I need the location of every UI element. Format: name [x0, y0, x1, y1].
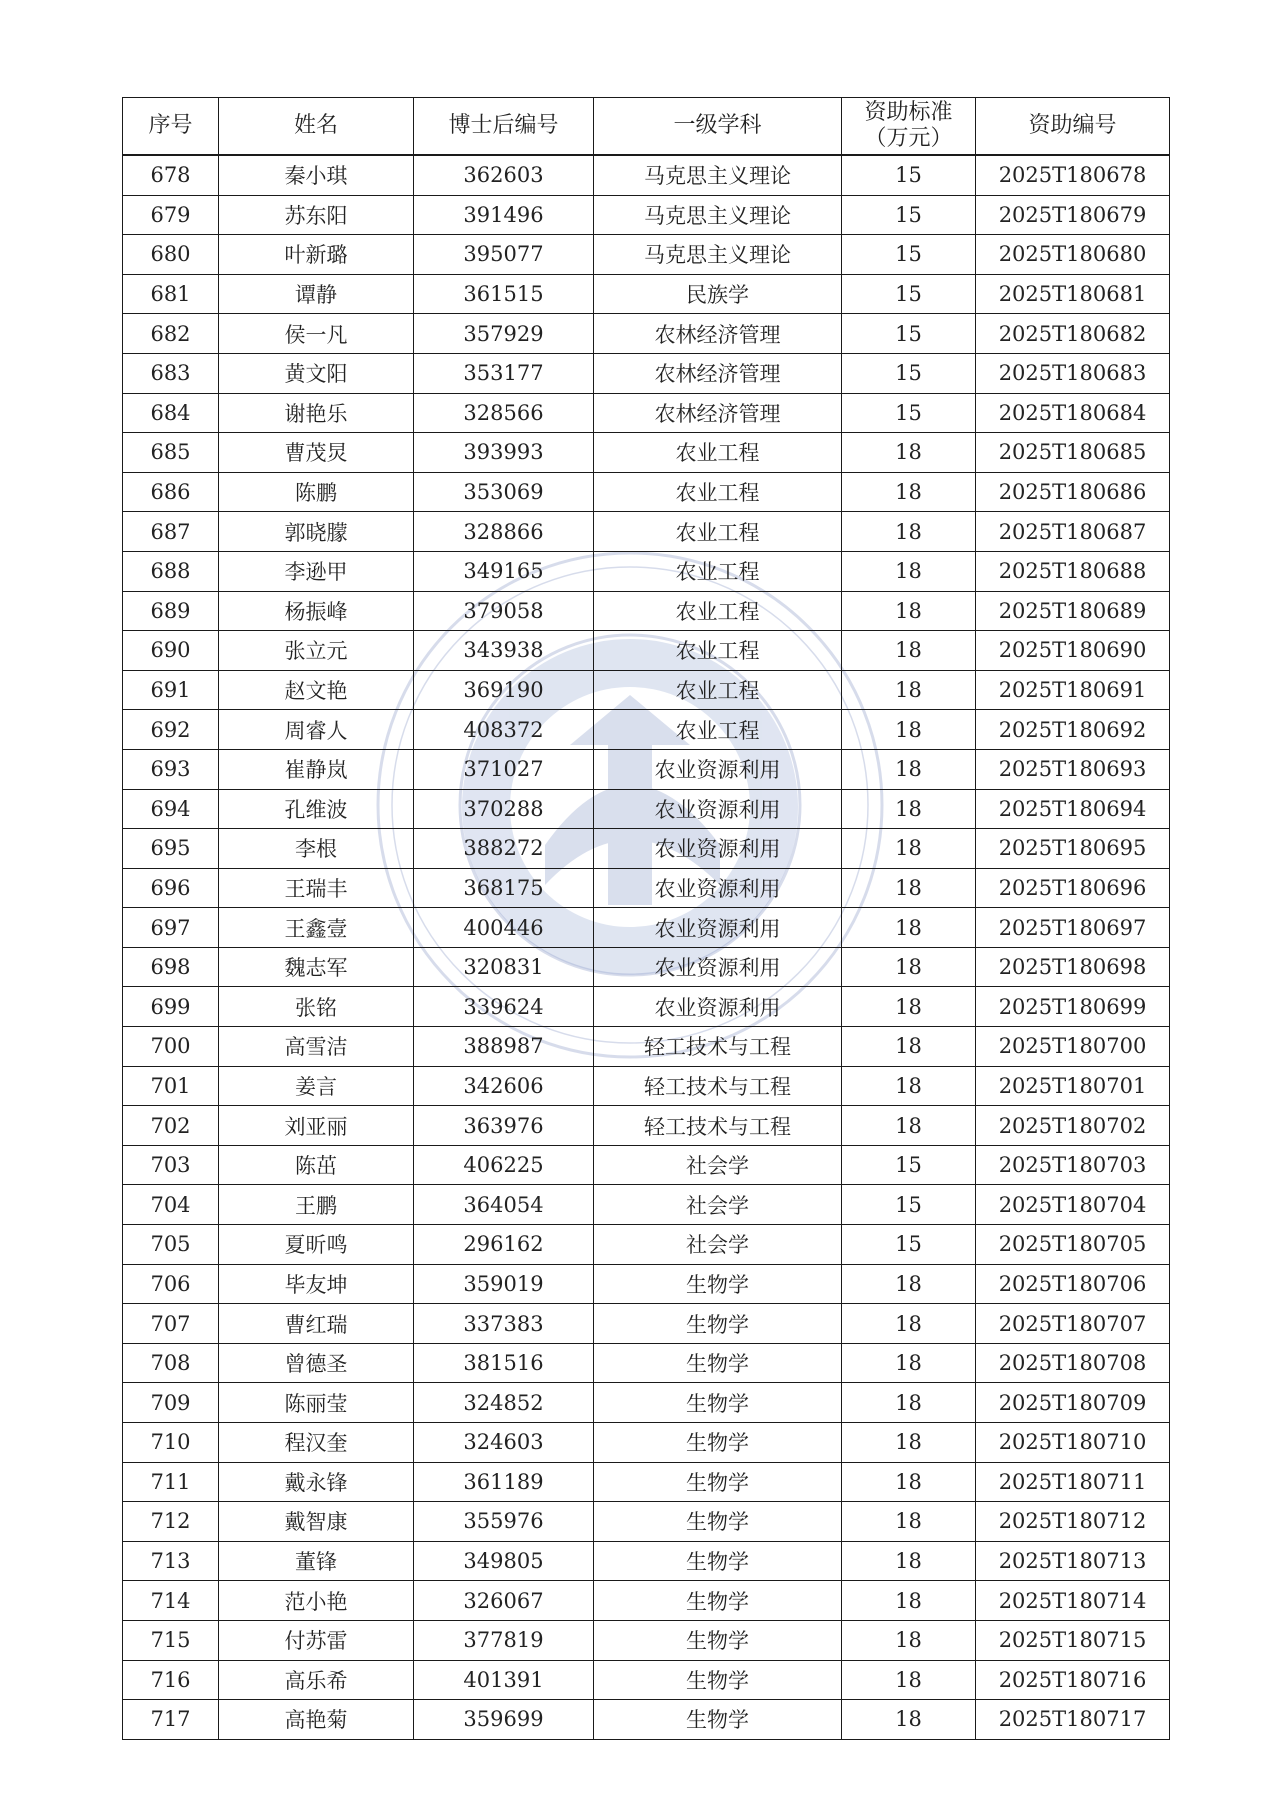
cell-grant-id: 2025T180683 — [976, 353, 1170, 393]
cell-amount: 18 — [842, 749, 976, 789]
cell-name: 叶新璐 — [219, 235, 414, 275]
cell-amount: 18 — [842, 1383, 976, 1423]
cell-name: 李逊甲 — [219, 551, 414, 591]
cell-discipline: 马克思主义理论 — [594, 195, 842, 235]
table-row — [123, 1343, 1170, 1383]
cell-discipline: 生物学 — [594, 1581, 842, 1621]
cell-postdoc-id: 353069 — [414, 472, 594, 512]
cell-amount: 18 — [842, 1660, 976, 1700]
cell-grant-id: 2025T180687 — [976, 512, 1170, 552]
cell-discipline: 农业资源利用 — [594, 947, 842, 987]
table-row — [123, 1660, 1170, 1700]
cell-name: 董锋 — [219, 1541, 414, 1581]
cell-discipline: 社会学 — [594, 1185, 842, 1225]
cell-discipline: 生物学 — [594, 1343, 842, 1383]
cell-name: 戴智康 — [219, 1502, 414, 1542]
cell-name: 高艳菊 — [219, 1700, 414, 1740]
header-discipline: 一级学科 — [594, 98, 842, 156]
table-row — [123, 670, 1170, 710]
header-amount-line2: （万元） — [864, 126, 953, 151]
cell-grant-id: 2025T180698 — [976, 947, 1170, 987]
cell-postdoc-id: 388272 — [414, 829, 594, 869]
cell-grant-id: 2025T180685 — [976, 433, 1170, 473]
cell-discipline: 生物学 — [594, 1383, 842, 1423]
cell-postdoc-id: 377819 — [414, 1620, 594, 1660]
cell-discipline: 生物学 — [594, 1264, 842, 1304]
table-row — [123, 947, 1170, 987]
cell-grant-id: 2025T180700 — [976, 1027, 1170, 1067]
cell-grant-id: 2025T180712 — [976, 1502, 1170, 1542]
cell-index: 680 — [123, 235, 219, 275]
cell-index: 700 — [123, 1027, 219, 1067]
cell-postdoc-id: 388987 — [414, 1027, 594, 1067]
cell-amount: 18 — [842, 1541, 976, 1581]
cell-grant-id: 2025T180707 — [976, 1304, 1170, 1344]
cell-postdoc-id: 379058 — [414, 591, 594, 631]
cell-discipline: 生物学 — [594, 1700, 842, 1740]
cell-amount: 18 — [842, 1423, 976, 1463]
cell-index: 687 — [123, 512, 219, 552]
cell-grant-id: 2025T180679 — [976, 195, 1170, 235]
cell-discipline: 马克思主义理论 — [594, 155, 842, 195]
cell-amount: 15 — [842, 195, 976, 235]
cell-discipline: 农业资源利用 — [594, 789, 842, 829]
cell-name: 程汉奎 — [219, 1423, 414, 1463]
cell-discipline: 生物学 — [594, 1423, 842, 1463]
cell-index: 717 — [123, 1700, 219, 1740]
table-row — [123, 512, 1170, 552]
cell-amount: 18 — [842, 1343, 976, 1383]
table-row — [123, 314, 1170, 354]
cell-postdoc-id: 328866 — [414, 512, 594, 552]
cell-amount: 18 — [842, 1462, 976, 1502]
cell-index: 688 — [123, 551, 219, 591]
cell-name: 赵文艳 — [219, 670, 414, 710]
cell-amount: 15 — [842, 235, 976, 275]
cell-name: 张铭 — [219, 987, 414, 1027]
cell-name: 戴永锋 — [219, 1462, 414, 1502]
table-row — [123, 1027, 1170, 1067]
cell-postdoc-id: 363976 — [414, 1106, 594, 1146]
cell-discipline: 轻工技术与工程 — [594, 1066, 842, 1106]
cell-postdoc-id: 359699 — [414, 1700, 594, 1740]
table-row — [123, 1304, 1170, 1344]
cell-grant-id: 2025T180692 — [976, 710, 1170, 750]
cell-index: 702 — [123, 1106, 219, 1146]
cell-grant-id: 2025T180695 — [976, 829, 1170, 869]
cell-discipline: 农林经济管理 — [594, 353, 842, 393]
cell-amount: 18 — [842, 1304, 976, 1344]
cell-index: 707 — [123, 1304, 219, 1344]
cell-name: 王鹏 — [219, 1185, 414, 1225]
cell-amount: 18 — [842, 670, 976, 710]
cell-postdoc-id: 361515 — [414, 274, 594, 314]
cell-postdoc-id: 368175 — [414, 868, 594, 908]
cell-amount: 18 — [842, 512, 976, 552]
cell-index: 679 — [123, 195, 219, 235]
cell-postdoc-id: 357929 — [414, 314, 594, 354]
table-header — [123, 98, 1170, 156]
cell-name: 王瑞丰 — [219, 868, 414, 908]
cell-discipline: 社会学 — [594, 1225, 842, 1265]
cell-discipline: 农业资源利用 — [594, 749, 842, 789]
cell-name: 高雪洁 — [219, 1027, 414, 1067]
cell-discipline: 轻工技术与工程 — [594, 1106, 842, 1146]
cell-amount: 18 — [842, 829, 976, 869]
cell-postdoc-id: 370288 — [414, 789, 594, 829]
cell-grant-id: 2025T180682 — [976, 314, 1170, 354]
cell-amount: 15 — [842, 274, 976, 314]
table-row — [123, 749, 1170, 789]
cell-grant-id: 2025T180704 — [976, 1185, 1170, 1225]
header-row — [123, 98, 1170, 156]
table-row — [123, 235, 1170, 275]
table-row — [123, 155, 1170, 195]
cell-postdoc-id: 337383 — [414, 1304, 594, 1344]
cell-postdoc-id: 343938 — [414, 631, 594, 671]
cell-grant-id: 2025T180701 — [976, 1066, 1170, 1106]
cell-index: 689 — [123, 591, 219, 631]
cell-amount: 18 — [842, 1581, 976, 1621]
cell-grant-id: 2025T180714 — [976, 1581, 1170, 1621]
cell-name: 高乐希 — [219, 1660, 414, 1700]
cell-name: 郭晓朦 — [219, 512, 414, 552]
cell-name: 谢艳乐 — [219, 393, 414, 433]
cell-index: 708 — [123, 1343, 219, 1383]
cell-grant-id: 2025T180711 — [976, 1462, 1170, 1502]
cell-amount: 15 — [842, 1225, 976, 1265]
cell-discipline: 生物学 — [594, 1541, 842, 1581]
cell-index: 693 — [123, 749, 219, 789]
cell-grant-id: 2025T180717 — [976, 1700, 1170, 1740]
cell-name: 曹茂炅 — [219, 433, 414, 473]
cell-amount: 15 — [842, 1185, 976, 1225]
cell-index: 684 — [123, 393, 219, 433]
cell-discipline: 生物学 — [594, 1620, 842, 1660]
cell-name: 苏东阳 — [219, 195, 414, 235]
cell-grant-id: 2025T180686 — [976, 472, 1170, 512]
cell-grant-id: 2025T180716 — [976, 1660, 1170, 1700]
table-row — [123, 1700, 1170, 1740]
table-row — [123, 1225, 1170, 1265]
table-row — [123, 710, 1170, 750]
table-row — [123, 1423, 1170, 1463]
table-row — [123, 1462, 1170, 1502]
table-row — [123, 1066, 1170, 1106]
cell-name: 孔维波 — [219, 789, 414, 829]
cell-index: 692 — [123, 710, 219, 750]
cell-grant-id: 2025T180693 — [976, 749, 1170, 789]
header-postdoc-id: 博士后编号 — [414, 98, 594, 156]
cell-postdoc-id: 349805 — [414, 1541, 594, 1581]
cell-index: 713 — [123, 1541, 219, 1581]
cell-index: 690 — [123, 631, 219, 671]
cell-name: 秦小琪 — [219, 155, 414, 195]
cell-grant-id: 2025T180709 — [976, 1383, 1170, 1423]
table-row — [123, 393, 1170, 433]
cell-index: 685 — [123, 433, 219, 473]
cell-index: 710 — [123, 1423, 219, 1463]
table-row — [123, 353, 1170, 393]
cell-discipline: 农林经济管理 — [594, 314, 842, 354]
cell-grant-id: 2025T180690 — [976, 631, 1170, 671]
cell-discipline: 农业工程 — [594, 710, 842, 750]
cell-postdoc-id: 324852 — [414, 1383, 594, 1423]
table-row — [123, 195, 1170, 235]
cell-index: 682 — [123, 314, 219, 354]
cell-index: 681 — [123, 274, 219, 314]
cell-discipline: 农业资源利用 — [594, 987, 842, 1027]
cell-index: 696 — [123, 868, 219, 908]
cell-postdoc-id: 371027 — [414, 749, 594, 789]
cell-postdoc-id: 361189 — [414, 1462, 594, 1502]
cell-amount: 18 — [842, 591, 976, 631]
cell-grant-id: 2025T180691 — [976, 670, 1170, 710]
cell-index: 716 — [123, 1660, 219, 1700]
table-row — [123, 868, 1170, 908]
cell-grant-id: 2025T180688 — [976, 551, 1170, 591]
cell-postdoc-id: 339624 — [414, 987, 594, 1027]
cell-name: 谭静 — [219, 274, 414, 314]
cell-discipline: 农林经济管理 — [594, 393, 842, 433]
cell-discipline: 轻工技术与工程 — [594, 1027, 842, 1067]
cell-grant-id: 2025T180696 — [976, 868, 1170, 908]
cell-postdoc-id: 401391 — [414, 1660, 594, 1700]
cell-discipline: 农业工程 — [594, 631, 842, 671]
cell-discipline: 农业工程 — [594, 512, 842, 552]
table-row — [123, 1541, 1170, 1581]
cell-grant-id: 2025T180697 — [976, 908, 1170, 948]
cell-grant-id: 2025T180689 — [976, 591, 1170, 631]
cell-name: 李根 — [219, 829, 414, 869]
cell-postdoc-id: 393993 — [414, 433, 594, 473]
table-row — [123, 1581, 1170, 1621]
cell-name: 黄文阳 — [219, 353, 414, 393]
cell-index: 695 — [123, 829, 219, 869]
cell-index: 704 — [123, 1185, 219, 1225]
cell-postdoc-id: 364054 — [414, 1185, 594, 1225]
cell-name: 陈鹏 — [219, 472, 414, 512]
cell-postdoc-id: 355976 — [414, 1502, 594, 1542]
cell-postdoc-id: 369190 — [414, 670, 594, 710]
cell-name: 侯一凡 — [219, 314, 414, 354]
table-row — [123, 591, 1170, 631]
cell-grant-id: 2025T180684 — [976, 393, 1170, 433]
cell-amount: 18 — [842, 1264, 976, 1304]
cell-index: 709 — [123, 1383, 219, 1423]
table-row — [123, 987, 1170, 1027]
table-row — [123, 789, 1170, 829]
cell-grant-id: 2025T180694 — [976, 789, 1170, 829]
cell-amount: 18 — [842, 987, 976, 1027]
cell-amount: 18 — [842, 1066, 976, 1106]
cell-index: 683 — [123, 353, 219, 393]
cell-discipline: 生物学 — [594, 1304, 842, 1344]
cell-grant-id: 2025T180715 — [976, 1620, 1170, 1660]
cell-discipline: 农业工程 — [594, 472, 842, 512]
cell-grant-id: 2025T180713 — [976, 1541, 1170, 1581]
cell-postdoc-id: 326067 — [414, 1581, 594, 1621]
cell-name: 曾德圣 — [219, 1343, 414, 1383]
cell-name: 姜言 — [219, 1066, 414, 1106]
cell-grant-id: 2025T180710 — [976, 1423, 1170, 1463]
cell-amount: 18 — [842, 1502, 976, 1542]
cell-name: 曹红瑞 — [219, 1304, 414, 1344]
cell-amount: 15 — [842, 155, 976, 195]
cell-index: 697 — [123, 908, 219, 948]
cell-discipline: 农业资源利用 — [594, 868, 842, 908]
table-row — [123, 829, 1170, 869]
cell-amount: 18 — [842, 789, 976, 829]
cell-index: 698 — [123, 947, 219, 987]
cell-amount: 18 — [842, 1106, 976, 1146]
cell-amount: 18 — [842, 1620, 976, 1660]
header-amount-line1: 资助标准 — [864, 100, 953, 125]
cell-postdoc-id: 408372 — [414, 710, 594, 750]
cell-index: 699 — [123, 987, 219, 1027]
header-index: 序号 — [123, 98, 219, 156]
cell-amount: 18 — [842, 433, 976, 473]
cell-index: 712 — [123, 1502, 219, 1542]
cell-amount: 18 — [842, 1700, 976, 1740]
cell-grant-id: 2025T180708 — [976, 1343, 1170, 1383]
header-grant-id: 资助编号 — [976, 98, 1170, 156]
cell-discipline: 农业资源利用 — [594, 908, 842, 948]
table-row — [123, 1620, 1170, 1660]
cell-postdoc-id: 395077 — [414, 235, 594, 275]
cell-index: 694 — [123, 789, 219, 829]
grant-roster-table — [122, 97, 1170, 1740]
cell-amount: 18 — [842, 908, 976, 948]
cell-index: 706 — [123, 1264, 219, 1304]
cell-amount: 18 — [842, 472, 976, 512]
table-row — [123, 1145, 1170, 1185]
cell-discipline: 社会学 — [594, 1145, 842, 1185]
cell-grant-id: 2025T180703 — [976, 1145, 1170, 1185]
cell-postdoc-id: 391496 — [414, 195, 594, 235]
cell-name: 陈丽莹 — [219, 1383, 414, 1423]
cell-name: 夏昕鸣 — [219, 1225, 414, 1265]
cell-discipline: 农业工程 — [594, 433, 842, 473]
cell-amount: 18 — [842, 947, 976, 987]
cell-discipline: 农业工程 — [594, 591, 842, 631]
table-row — [123, 1264, 1170, 1304]
cell-amount: 18 — [842, 710, 976, 750]
cell-name: 陈茁 — [219, 1145, 414, 1185]
table-row — [123, 1185, 1170, 1225]
cell-name: 魏志军 — [219, 947, 414, 987]
cell-postdoc-id: 328566 — [414, 393, 594, 433]
cell-index: 691 — [123, 670, 219, 710]
cell-discipline: 农业工程 — [594, 670, 842, 710]
cell-postdoc-id: 320831 — [414, 947, 594, 987]
cell-name: 刘亚丽 — [219, 1106, 414, 1146]
cell-grant-id: 2025T180706 — [976, 1264, 1170, 1304]
cell-grant-id: 2025T180680 — [976, 235, 1170, 275]
cell-postdoc-id: 381516 — [414, 1343, 594, 1383]
cell-name: 崔静岚 — [219, 749, 414, 789]
cell-postdoc-id: 359019 — [414, 1264, 594, 1304]
cell-index: 711 — [123, 1462, 219, 1502]
table-body — [123, 155, 1170, 1739]
cell-name: 张立元 — [219, 631, 414, 671]
cell-postdoc-id: 324603 — [414, 1423, 594, 1463]
cell-index: 714 — [123, 1581, 219, 1621]
cell-index: 715 — [123, 1620, 219, 1660]
table-row — [123, 1106, 1170, 1146]
cell-index: 705 — [123, 1225, 219, 1265]
cell-index: 703 — [123, 1145, 219, 1185]
cell-amount: 15 — [842, 393, 976, 433]
cell-name: 周睿人 — [219, 710, 414, 750]
cell-amount: 18 — [842, 631, 976, 671]
cell-discipline: 生物学 — [594, 1462, 842, 1502]
table-row — [123, 1502, 1170, 1542]
cell-discipline: 民族学 — [594, 274, 842, 314]
cell-discipline: 农业工程 — [594, 551, 842, 591]
cell-amount: 15 — [842, 1145, 976, 1185]
cell-name: 毕友坤 — [219, 1264, 414, 1304]
cell-postdoc-id: 296162 — [414, 1225, 594, 1265]
cell-index: 678 — [123, 155, 219, 195]
cell-amount: 18 — [842, 1027, 976, 1067]
table-row — [123, 908, 1170, 948]
cell-discipline: 农业资源利用 — [594, 829, 842, 869]
cell-grant-id: 2025T180678 — [976, 155, 1170, 195]
cell-name: 王鑫壹 — [219, 908, 414, 948]
cell-amount: 18 — [842, 868, 976, 908]
table-row — [123, 551, 1170, 591]
cell-discipline: 生物学 — [594, 1502, 842, 1542]
cell-grant-id: 2025T180705 — [976, 1225, 1170, 1265]
cell-grant-id: 2025T180702 — [976, 1106, 1170, 1146]
table-row — [123, 433, 1170, 473]
cell-postdoc-id: 342606 — [414, 1066, 594, 1106]
cell-amount: 15 — [842, 314, 976, 354]
cell-discipline: 马克思主义理论 — [594, 235, 842, 275]
table-row — [123, 472, 1170, 512]
table-row — [123, 1383, 1170, 1423]
cell-name: 杨振峰 — [219, 591, 414, 631]
cell-postdoc-id: 362603 — [414, 155, 594, 195]
header-name: 姓名 — [219, 98, 414, 156]
cell-grant-id: 2025T180699 — [976, 987, 1170, 1027]
header-amount — [842, 98, 976, 156]
table-row — [123, 631, 1170, 671]
cell-name: 付苏雷 — [219, 1620, 414, 1660]
cell-amount: 18 — [842, 551, 976, 591]
cell-index: 686 — [123, 472, 219, 512]
cell-name: 范小艳 — [219, 1581, 414, 1621]
cell-postdoc-id: 353177 — [414, 353, 594, 393]
cell-discipline: 生物学 — [594, 1660, 842, 1700]
cell-postdoc-id: 406225 — [414, 1145, 594, 1185]
table-row — [123, 274, 1170, 314]
cell-postdoc-id: 349165 — [414, 551, 594, 591]
cell-grant-id: 2025T180681 — [976, 274, 1170, 314]
cell-index: 701 — [123, 1066, 219, 1106]
cell-postdoc-id: 400446 — [414, 908, 594, 948]
cell-amount: 15 — [842, 353, 976, 393]
